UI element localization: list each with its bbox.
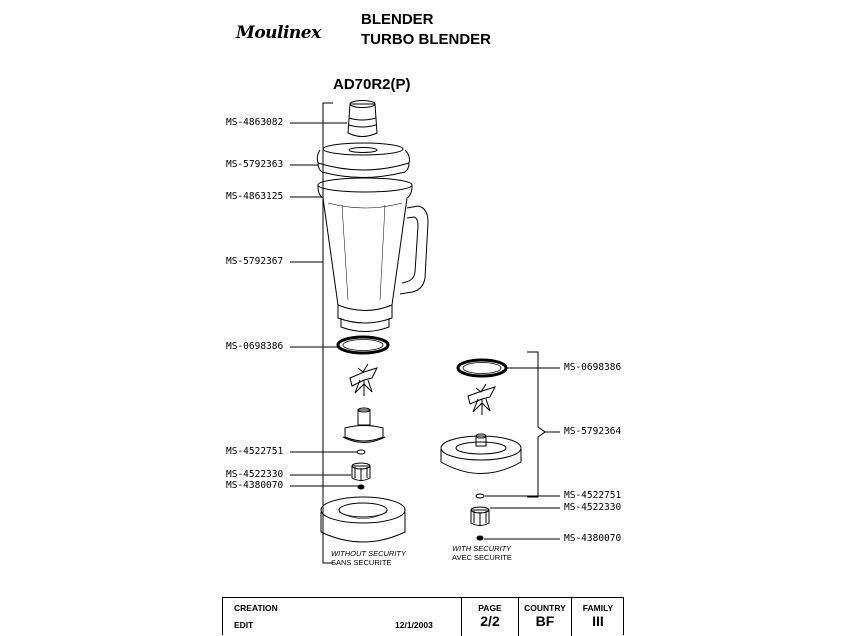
jar-lid	[317, 143, 409, 178]
gasket-right	[458, 360, 506, 376]
washer-right	[476, 494, 484, 498]
measuring-cap	[348, 101, 377, 137]
blade-holder-left	[343, 408, 385, 443]
part-ref-blade-base-right: MS-5792364	[564, 426, 622, 437]
country-value: BF	[535, 613, 555, 629]
right-leader-lines	[484, 352, 560, 539]
part-ref-nut-left: MS-4380070	[226, 480, 284, 491]
product-title-line1: BLENDER	[361, 11, 434, 28]
caption-with-security: WITH SECURITY	[452, 544, 512, 553]
page-label: PAGE	[478, 603, 502, 613]
blender-jar	[318, 178, 428, 332]
family-label: FAMILY	[582, 603, 614, 613]
page-value: 2/2	[480, 613, 500, 629]
page-cell	[461, 598, 518, 636]
caption-without-security: WITHOUT SECURITY	[331, 549, 406, 558]
caption-sans-securite: SANS SECURITE	[331, 558, 392, 567]
part-ref-jar-assembly: MS-5792367	[226, 256, 284, 267]
edit-date: 12/1/2003	[395, 620, 433, 630]
part-ref-measuring-cap: MS-4863082	[226, 117, 284, 128]
part-ref-coupling-right: MS-4522330	[564, 502, 622, 513]
edit-label: EDIT	[234, 620, 254, 630]
washer-left	[357, 450, 365, 454]
country-cell	[518, 598, 571, 636]
base-ring-left	[321, 497, 405, 542]
title-block	[222, 597, 624, 635]
gasket-left	[338, 337, 388, 353]
drive-coupling-right	[471, 507, 489, 526]
brand-logo: Moulinex	[236, 23, 321, 43]
part-ref-gasket-left: MS-0698386	[226, 341, 284, 352]
part-ref-lid: MS-5792363	[226, 159, 284, 170]
model-number: AD70R2(P)	[333, 76, 411, 93]
blade-base-right	[441, 434, 521, 474]
nut-right	[477, 536, 483, 540]
part-ref-washer-left: MS-4522751	[226, 446, 284, 457]
blade-assembly-right	[468, 384, 495, 415]
blade-assembly-left	[350, 364, 377, 396]
family-cell	[571, 598, 624, 636]
caption-avec-securite: AVEC SECURITE	[452, 553, 512, 562]
country-label: COUNTRY	[524, 603, 566, 613]
drive-coupling-left	[352, 463, 370, 481]
part-ref-nut-right: MS-4380070	[564, 533, 622, 544]
part-ref-jar: MS-4863125	[226, 191, 284, 202]
part-ref-coupling-left: MS-4522330	[226, 469, 284, 480]
left-leader-lines	[290, 123, 360, 486]
family-value: III	[592, 613, 604, 629]
part-ref-washer-right: MS-4522751	[564, 490, 622, 501]
left-bracket	[323, 103, 333, 563]
nut-left	[358, 485, 364, 489]
part-ref-gasket-right: MS-0698386	[564, 362, 622, 373]
creation-label: CREATION	[234, 603, 278, 613]
product-title-line2: TURBO BLENDER	[361, 31, 491, 48]
